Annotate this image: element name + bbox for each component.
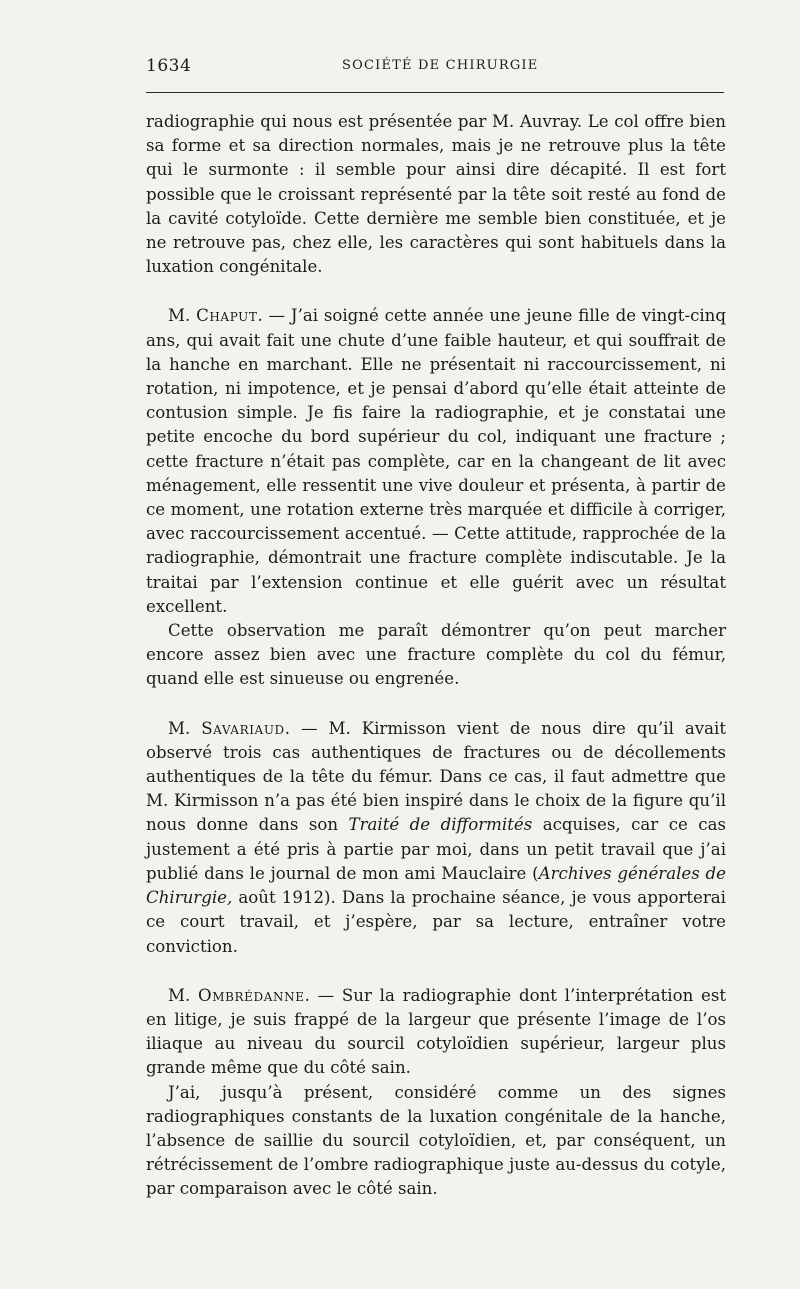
page-number: 1634 xyxy=(146,56,192,76)
paragraph-chaput xyxy=(146,304,726,619)
speaker-prefix: M. xyxy=(168,985,199,1005)
paragraph-chaput-text: . — J’ai soigné cette année une jeune fille de vingt-cinq ans, qui avait fait une chute d’une faible hauteur, et qui souffrait de la hanche en marchant. Elle ne présentait ni raccourcissement, ni rotation, ni impotence, et je pensai d’abord qu’elle était atteinte de contusion simple. Je fis faire la radiographie, et je constatai une petite encoche du bord supérieur du col, indiquant une fracture ; cette fracture n’était pas complète, car en la changeant de lit avec ménagement, elle ressentit une vive douleur et présenta, à partir de ce moment, une rotation externe très marquée et difficile à corriger, avec raccourcissement accentué. — Cette attitude, rapprochée de la radiographie, démontrait une fracture complète indiscutable. Je la traitai par l’extension continue et elle guérit avec un résultat excellent. xyxy=(146,306,726,616)
paragraph-chaput-conclusion: Cette observation me paraît démontrer qu’on peut marcher encore assez bien avec une fracture complète du col du fémur, quand elle est sinueuse ou engrenée. xyxy=(146,621,726,689)
header-rule xyxy=(146,92,724,93)
paragraph-savariaud-text-2: acquises, car ce cas justement a été pris à partie par moi, dans un petit travail que j’ai publié dans le journal de mon ami Mauclaire ( xyxy=(146,815,726,883)
speaker-prefix: M. xyxy=(168,718,202,738)
running-head: SOCIÉTÉ DE CHIRURGIE xyxy=(342,58,539,73)
paragraph-ombredanne xyxy=(146,984,726,1081)
body-text xyxy=(146,110,726,1202)
paragraph-ombredanne-continuation: J’ai, jusqu’à présent, considéré comme un des signes radiographiques constants de la luxation congénitale de la hanche, l’absence de saillie du sourcil cotyloïdien, et, par conséquent, un rétrécissement de l’ombre radiographique juste au-dessus du cotyle, par comparaison avec le côté sain. xyxy=(146,1082,726,1199)
speaker-name-savariaud: Savariaud xyxy=(201,718,285,738)
paragraph-savariaud-text-1: . — M. Kirmisson vient de nous dire qu’il avait observé trois cas authentiques de fractures ou de décollements authentiques de la tête du fémur. Dans ce cas, il faut admettre que M. Kirmisson n’a pas été bien inspiré dans le choix de la figure qu’il nous donne dans son xyxy=(146,718,726,835)
paragraph-savariaud xyxy=(146,717,726,959)
book-title-traite: Traité de difformités xyxy=(348,815,533,835)
paragraph-ombredanne-text: . — Sur la radiographie dont l’interprétation est en litige, je suis frappé de la largeur que présente l’image de l’os iliaque au niveau du sourcil cotyloïdien supérieur, largeur plus grande même que du côté sain. xyxy=(146,985,726,1078)
speaker-name-chaput: Chaput xyxy=(196,306,258,326)
paragraph-savariaud-text-3: août 1912). Dans la prochaine séance, je vous apporterai ce court travail, et j’espère, par sa lecture, entraîner votre conviction. xyxy=(146,888,726,956)
page-header xyxy=(146,56,726,80)
paragraph-auvray-continuation: radiographie qui nous est présentée par M. Auvray. Le col offre bien sa forme et sa direction normales, mais je ne retrouve plus la tête qui le surmonte : il semble pour ainsi dire décapité. Il est fort possible que le croissant représenté par la tête soit resté au fond de la cavité cotyloïde. Cette dernière me semble bien constituée, et je ne retrouve pas, chez elle, les caractères qui sont habituels dans la luxation congénitale. xyxy=(146,112,726,277)
speaker-prefix: M. xyxy=(168,306,197,326)
journal-title-archives: Archives générales de Chirurgie, xyxy=(146,863,726,908)
speaker-name-ombredanne: Ombrédanne xyxy=(198,985,305,1005)
